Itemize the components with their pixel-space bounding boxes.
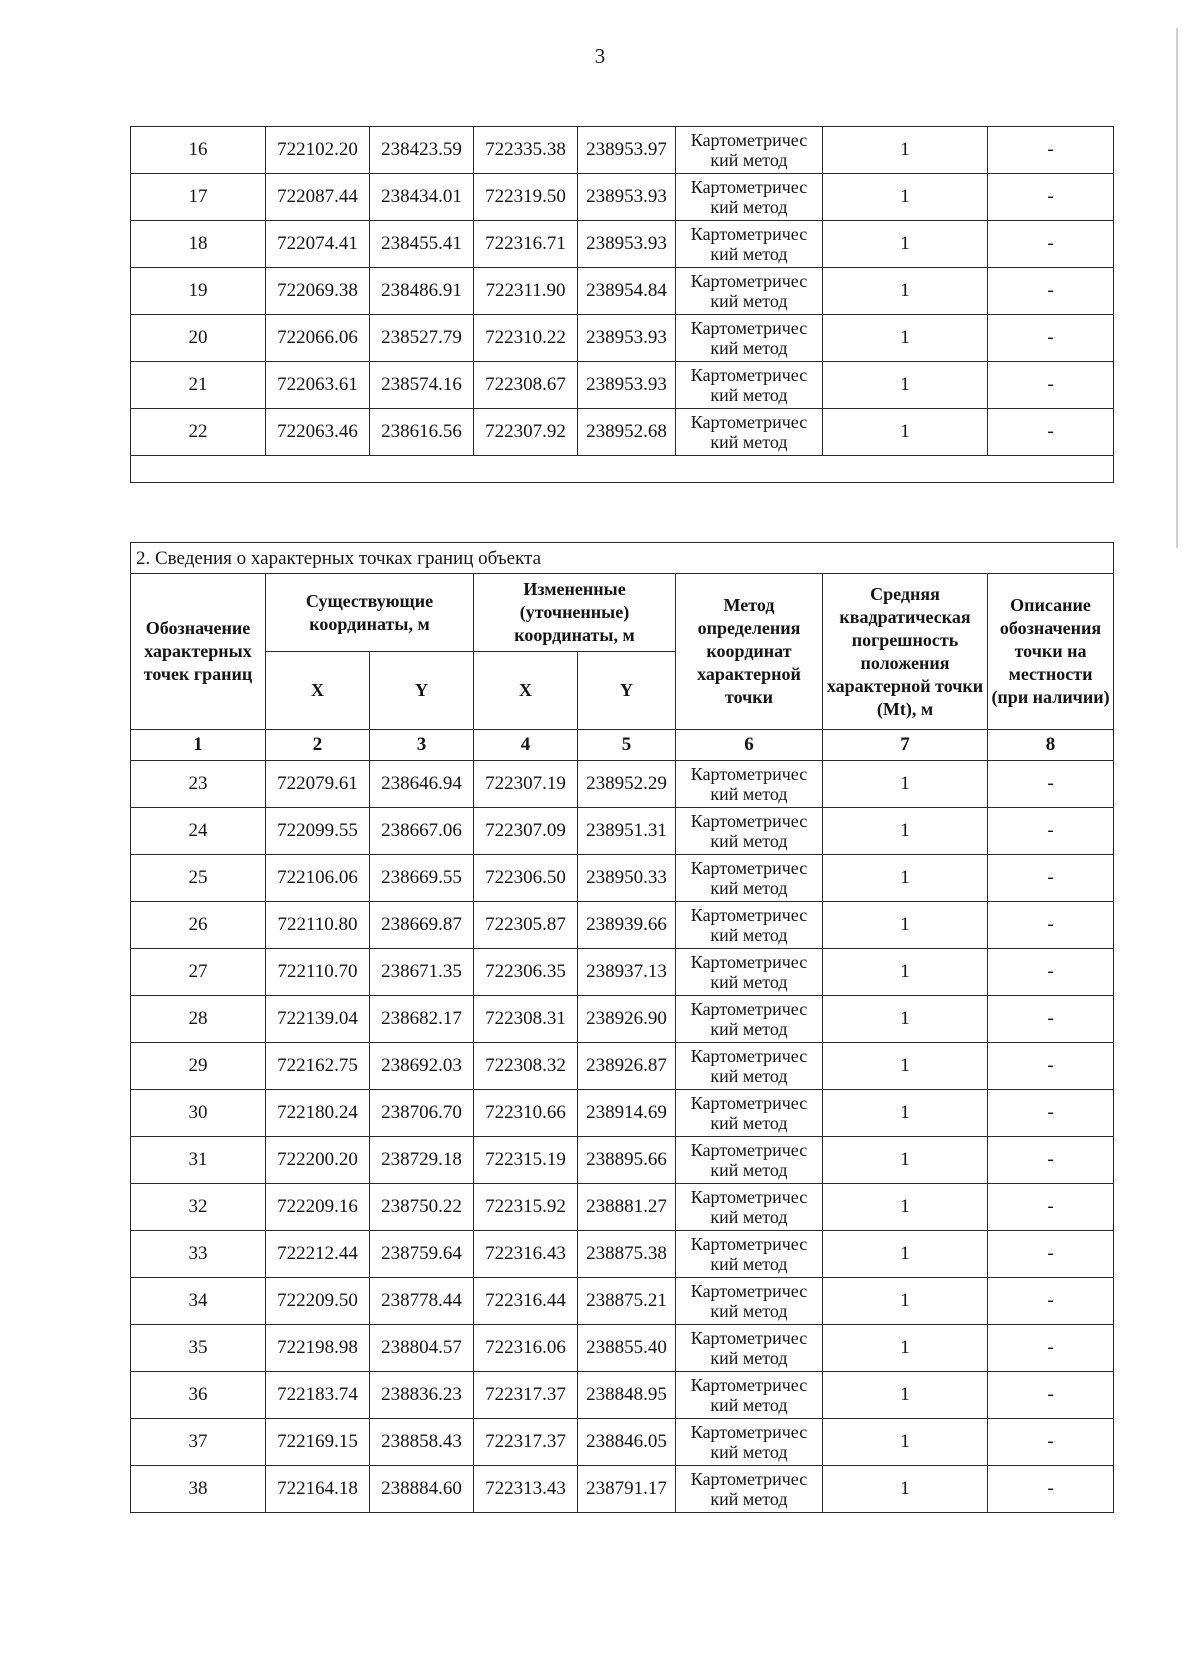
method-line-2: кий метод: [710, 1301, 788, 1321]
table-row: [131, 268, 1114, 315]
existing-y: 238667.06: [370, 808, 474, 855]
changed-y: 238953.93: [578, 221, 676, 268]
existing-y: 238884.60: [370, 1466, 474, 1513]
changed-x: 722308.32: [474, 1043, 578, 1090]
method-line-1: Картометричес: [690, 130, 808, 150]
changed-y: 238953.97: [578, 127, 676, 174]
existing-y: 238778.44: [370, 1278, 474, 1325]
point-number: 18: [131, 221, 266, 268]
point-number: 22: [131, 409, 266, 456]
point-description: -: [988, 902, 1114, 949]
point-description: -: [988, 1137, 1114, 1184]
changed-x: 722310.66: [474, 1090, 578, 1137]
changed-y: 238875.38: [578, 1231, 676, 1278]
method-line-1: Картометричес: [690, 365, 808, 385]
column-number: 2: [266, 730, 370, 761]
method-line-2: кий метод: [710, 150, 788, 170]
changed-x: 722315.92: [474, 1184, 578, 1231]
point-description: -: [988, 221, 1114, 268]
point-description: -: [988, 409, 1114, 456]
table-row: [131, 855, 1114, 902]
changed-y: 238953.93: [578, 362, 676, 409]
table-row: [131, 221, 1114, 268]
scan-edge-line: [1176, 28, 1178, 548]
point-description: -: [988, 996, 1114, 1043]
method-line-1: Картометричес: [690, 271, 808, 291]
table-row: [131, 362, 1114, 409]
point-number: 26: [131, 902, 266, 949]
mean-error: 1: [823, 902, 988, 949]
method-line-1: Картометричес: [690, 1281, 808, 1301]
method-cell: [676, 127, 823, 174]
changed-x: 722335.38: [474, 127, 578, 174]
mean-error: 1: [823, 761, 988, 808]
point-number: 32: [131, 1184, 266, 1231]
table-row: [131, 902, 1114, 949]
column-number: 7: [823, 730, 988, 761]
existing-y: 238669.87: [370, 902, 474, 949]
header-method: Метод определения координат характерной точки: [676, 574, 823, 730]
mean-error: 1: [823, 1231, 988, 1278]
method-line-1: Картометричес: [690, 1093, 808, 1113]
method-cell: [676, 902, 823, 949]
method-cell: [676, 808, 823, 855]
method-line-1: Картометричес: [690, 1046, 808, 1066]
changed-x: 722316.43: [474, 1231, 578, 1278]
changed-y: 238952.29: [578, 761, 676, 808]
point-description: -: [988, 268, 1114, 315]
method-line-1: Картометричес: [690, 1469, 808, 1489]
method-line-2: кий метод: [710, 972, 788, 992]
existing-x: 722102.20: [266, 127, 370, 174]
existing-x: 722209.16: [266, 1184, 370, 1231]
existing-x: 722110.80: [266, 902, 370, 949]
point-description: -: [988, 1325, 1114, 1372]
method-line-2: кий метод: [710, 1113, 788, 1133]
table-row: [131, 1278, 1114, 1325]
mean-error: 1: [823, 1372, 988, 1419]
mean-error: 1: [823, 808, 988, 855]
changed-x: 722316.06: [474, 1325, 578, 1372]
existing-x: 722183.74: [266, 1372, 370, 1419]
method-cell: [676, 855, 823, 902]
method-line-1: Картометричес: [690, 858, 808, 878]
mean-error: 1: [823, 362, 988, 409]
changed-x: 722319.50: [474, 174, 578, 221]
table-row: [131, 1419, 1114, 1466]
mean-error: 1: [823, 1137, 988, 1184]
method-cell: [676, 949, 823, 996]
changed-y: 238937.13: [578, 949, 676, 996]
column-number: 5: [578, 730, 676, 761]
point-number: 38: [131, 1466, 266, 1513]
column-number: 6: [676, 730, 823, 761]
method-line-2: кий метод: [710, 784, 788, 804]
method-line-2: кий метод: [710, 385, 788, 405]
mean-error: 1: [823, 174, 988, 221]
method-line-2: кий метод: [710, 1160, 788, 1180]
existing-y: 238858.43: [370, 1419, 474, 1466]
changed-x: 722307.19: [474, 761, 578, 808]
changed-x: 722305.87: [474, 902, 578, 949]
point-number: 23: [131, 761, 266, 808]
changed-x: 722313.43: [474, 1466, 578, 1513]
method-line-1: Картометричес: [690, 1422, 808, 1442]
point-description: -: [988, 174, 1114, 221]
header-description: Описание обозначения точки на местности (при наличии): [988, 574, 1114, 730]
method-line-2: кий метод: [710, 925, 788, 945]
header-existing-y: Y: [370, 652, 474, 730]
mean-error: 1: [823, 1043, 988, 1090]
existing-x: 722209.50: [266, 1278, 370, 1325]
mean-error: 1: [823, 127, 988, 174]
changed-x: 722317.37: [474, 1419, 578, 1466]
table-row: [131, 949, 1114, 996]
changed-y: 238926.87: [578, 1043, 676, 1090]
table-row: [131, 1137, 1114, 1184]
header-changed-coordinates: Измененные (уточненные) координаты, м: [474, 574, 676, 652]
changed-x: 722308.31: [474, 996, 578, 1043]
point-number: 17: [131, 174, 266, 221]
point-number: 35: [131, 1325, 266, 1372]
existing-x: 722074.41: [266, 221, 370, 268]
method-line-1: Картометричес: [690, 952, 808, 972]
point-number: 25: [131, 855, 266, 902]
table-row: [131, 1466, 1114, 1513]
mean-error: 1: [823, 996, 988, 1043]
changed-x: 722310.22: [474, 315, 578, 362]
empty-row: [131, 456, 1114, 483]
changed-y: 238950.33: [578, 855, 676, 902]
existing-x: 722110.70: [266, 949, 370, 996]
existing-x: 722164.18: [266, 1466, 370, 1513]
changed-y: 238952.68: [578, 409, 676, 456]
method-cell: [676, 1372, 823, 1419]
method-cell: [676, 1043, 823, 1090]
method-line-1: Картометричес: [690, 1328, 808, 1348]
method-line-2: кий метод: [710, 291, 788, 311]
table-row: [131, 315, 1114, 362]
method-line-2: кий метод: [710, 1348, 788, 1368]
method-line-2: кий метод: [710, 878, 788, 898]
mean-error: 1: [823, 221, 988, 268]
mean-error: 1: [823, 1466, 988, 1513]
existing-y: 238527.79: [370, 315, 474, 362]
continued-points-table: [130, 126, 1114, 483]
changed-y: 238875.21: [578, 1278, 676, 1325]
existing-x: 722169.15: [266, 1419, 370, 1466]
existing-x: 722079.61: [266, 761, 370, 808]
point-description: -: [988, 362, 1114, 409]
method-cell: [676, 315, 823, 362]
point-number: 34: [131, 1278, 266, 1325]
existing-x: 722087.44: [266, 174, 370, 221]
point-description: -: [988, 1278, 1114, 1325]
header-existing-coordinates: Существующие координаты, м: [266, 574, 474, 652]
table-row: [131, 1090, 1114, 1137]
point-number: 16: [131, 127, 266, 174]
existing-y: 238692.03: [370, 1043, 474, 1090]
point-number: 29: [131, 1043, 266, 1090]
point-description: -: [988, 1466, 1114, 1513]
point-number: 28: [131, 996, 266, 1043]
point-number: 31: [131, 1137, 266, 1184]
changed-y: 238954.84: [578, 268, 676, 315]
point-number: 36: [131, 1372, 266, 1419]
point-description: -: [988, 127, 1114, 174]
point-description: -: [988, 315, 1114, 362]
mean-error: 1: [823, 1325, 988, 1372]
method-line-2: кий метод: [710, 432, 788, 452]
existing-y: 238706.70: [370, 1090, 474, 1137]
existing-x: 722162.75: [266, 1043, 370, 1090]
changed-x: 722306.50: [474, 855, 578, 902]
existing-x: 722063.61: [266, 362, 370, 409]
changed-x: 722316.44: [474, 1278, 578, 1325]
existing-x: 722063.46: [266, 409, 370, 456]
changed-y: 238855.40: [578, 1325, 676, 1372]
changed-y: 238914.69: [578, 1090, 676, 1137]
existing-y: 238669.55: [370, 855, 474, 902]
section-caption: 2. Сведения о характерных точках границ объекта: [131, 543, 1114, 574]
mean-error: 1: [823, 855, 988, 902]
mean-error: 1: [823, 268, 988, 315]
point-description: -: [988, 761, 1114, 808]
point-number: 30: [131, 1090, 266, 1137]
changed-x: 722307.09: [474, 808, 578, 855]
point-description: -: [988, 855, 1114, 902]
point-description: -: [988, 1043, 1114, 1090]
method-cell: [676, 761, 823, 808]
existing-x: 722066.06: [266, 315, 370, 362]
method-line-2: кий метод: [710, 197, 788, 217]
table-row: [131, 409, 1114, 456]
mean-error: 1: [823, 315, 988, 362]
method-cell: [676, 1231, 823, 1278]
table-row: [131, 1231, 1114, 1278]
point-description: -: [988, 1184, 1114, 1231]
method-cell: [676, 1466, 823, 1513]
point-number: 21: [131, 362, 266, 409]
method-line-1: Картометричес: [690, 412, 808, 432]
method-cell: [676, 221, 823, 268]
page-number: 3: [594, 44, 606, 68]
method-cell: [676, 174, 823, 221]
existing-x: 722139.04: [266, 996, 370, 1043]
changed-y: 238939.66: [578, 902, 676, 949]
changed-x: 722308.67: [474, 362, 578, 409]
table-row: [131, 761, 1114, 808]
changed-y: 238791.17: [578, 1466, 676, 1513]
existing-y: 238486.91: [370, 268, 474, 315]
column-number: 4: [474, 730, 578, 761]
existing-x: 722069.38: [266, 268, 370, 315]
method-cell: [676, 1419, 823, 1466]
method-line-2: кий метод: [710, 1442, 788, 1462]
table-row: [131, 808, 1114, 855]
method-line-1: Картометричес: [690, 318, 808, 338]
existing-x: 722106.06: [266, 855, 370, 902]
method-cell: [676, 362, 823, 409]
existing-y: 238729.18: [370, 1137, 474, 1184]
mean-error: 1: [823, 949, 988, 996]
method-line-2: кий метод: [710, 338, 788, 358]
point-description: -: [988, 1419, 1114, 1466]
point-number: 20: [131, 315, 266, 362]
method-line-1: Картометричес: [690, 905, 808, 925]
existing-y: 238804.57: [370, 1325, 474, 1372]
existing-y: 238759.64: [370, 1231, 474, 1278]
changed-x: 722307.92: [474, 409, 578, 456]
method-cell: [676, 1137, 823, 1184]
changed-y: 238846.05: [578, 1419, 676, 1466]
point-description: -: [988, 1231, 1114, 1278]
table-row: [131, 174, 1114, 221]
existing-y: 238434.01: [370, 174, 474, 221]
mean-error: 1: [823, 409, 988, 456]
existing-y: 238836.23: [370, 1372, 474, 1419]
changed-y: 238953.93: [578, 174, 676, 221]
existing-x: 722200.20: [266, 1137, 370, 1184]
boundary-points-table: [130, 542, 1114, 1513]
method-line-1: Картометричес: [690, 177, 808, 197]
method-line-2: кий метод: [710, 831, 788, 851]
method-line-1: Картометричес: [690, 1140, 808, 1160]
method-cell: [676, 409, 823, 456]
table-row: [131, 1372, 1114, 1419]
table-row: [131, 127, 1114, 174]
point-number: 24: [131, 808, 266, 855]
method-line-2: кий метод: [710, 1019, 788, 1039]
column-number: 8: [988, 730, 1114, 761]
method-line-1: Картометричес: [690, 1234, 808, 1254]
method-line-1: Картометричес: [690, 764, 808, 784]
changed-y: 238926.90: [578, 996, 676, 1043]
point-number: 19: [131, 268, 266, 315]
point-number: 33: [131, 1231, 266, 1278]
existing-y: 238423.59: [370, 127, 474, 174]
changed-y: 238895.66: [578, 1137, 676, 1184]
existing-y: 238682.17: [370, 996, 474, 1043]
changed-x: 722316.71: [474, 221, 578, 268]
header-changed-y: Y: [578, 652, 676, 730]
existing-x: 722099.55: [266, 808, 370, 855]
changed-x: 722315.19: [474, 1137, 578, 1184]
method-line-1: Картометричес: [690, 224, 808, 244]
point-description: -: [988, 1372, 1114, 1419]
method-cell: [676, 1325, 823, 1372]
changed-y: 238881.27: [578, 1184, 676, 1231]
method-cell: [676, 268, 823, 315]
method-line-1: Картометричес: [690, 1375, 808, 1395]
mean-error: 1: [823, 1278, 988, 1325]
point-description: -: [988, 1090, 1114, 1137]
point-description: -: [988, 949, 1114, 996]
point-number: 37: [131, 1419, 266, 1466]
point-description: -: [988, 808, 1114, 855]
changed-x: 722317.37: [474, 1372, 578, 1419]
header-existing-x: X: [266, 652, 370, 730]
method-cell: [676, 1184, 823, 1231]
method-line-2: кий метод: [710, 1207, 788, 1227]
existing-x: 722180.24: [266, 1090, 370, 1137]
mean-error: 1: [823, 1184, 988, 1231]
existing-y: 238455.41: [370, 221, 474, 268]
changed-y: 238953.93: [578, 315, 676, 362]
mean-error: 1: [823, 1419, 988, 1466]
header-changed-x: X: [474, 652, 578, 730]
header-designation: Обозначение характерных точек границ: [131, 574, 266, 730]
method-line-2: кий метод: [710, 244, 788, 264]
method-cell: [676, 996, 823, 1043]
column-number: 1: [131, 730, 266, 761]
existing-y: 238574.16: [370, 362, 474, 409]
method-line-2: кий метод: [710, 1254, 788, 1274]
method-line-1: Картометричес: [690, 999, 808, 1019]
method-cell: [676, 1278, 823, 1325]
existing-x: 722198.98: [266, 1325, 370, 1372]
table-row: [131, 1184, 1114, 1231]
existing-y: 238750.22: [370, 1184, 474, 1231]
changed-x: 722311.90: [474, 268, 578, 315]
existing-y: 238671.35: [370, 949, 474, 996]
mean-error: 1: [823, 1090, 988, 1137]
method-line-1: Картометричес: [690, 811, 808, 831]
method-cell: [676, 1090, 823, 1137]
changed-y: 238848.95: [578, 1372, 676, 1419]
method-line-2: кий метод: [710, 1395, 788, 1415]
empty-cell: [131, 456, 1114, 483]
existing-x: 722212.44: [266, 1231, 370, 1278]
changed-x: 722306.35: [474, 949, 578, 996]
column-number: 3: [370, 730, 474, 761]
method-line-2: кий метод: [710, 1489, 788, 1509]
point-number: 27: [131, 949, 266, 996]
table-row: [131, 1043, 1114, 1090]
existing-y: 238646.94: [370, 761, 474, 808]
method-line-1: Картометричес: [690, 1187, 808, 1207]
table-row: [131, 1325, 1114, 1372]
method-line-2: кий метод: [710, 1066, 788, 1086]
changed-y: 238951.31: [578, 808, 676, 855]
table-row: [131, 996, 1114, 1043]
existing-y: 238616.56: [370, 409, 474, 456]
header-mean-error: Средняя квадратическая погрешность положения характерной точки (Mt), м: [823, 574, 988, 730]
